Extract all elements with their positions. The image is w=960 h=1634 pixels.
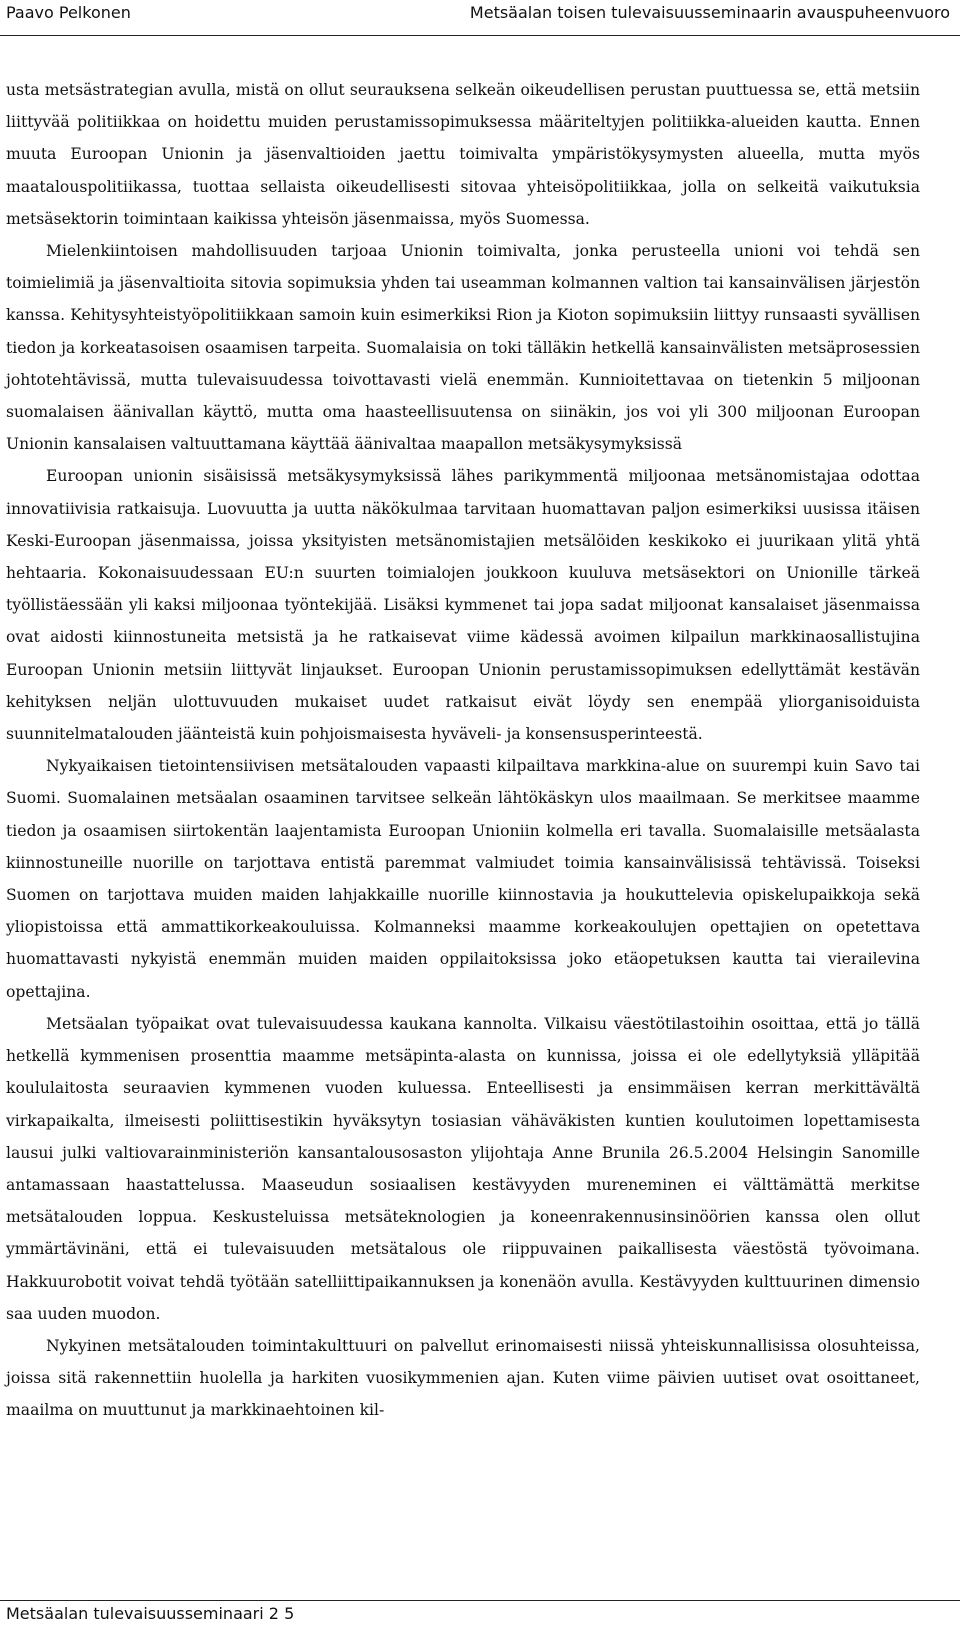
paragraph: Nykyaikaisen tietointensiivisen metsätalouden vapaasti kilpailtava markkina-alue on suurempi kuin Savo tai Suomi. Suomalainen metsäalan osaaminen tarvitsee selkeän lähtökäskyn ulos maailmaan. Se merkitsee maamme tiedon ja osaamisen siirtokentän laajentamista Euroopan Unioniin kolmella eri tavalla. Suomalaisille metsäalasta kiinnostuneille nuorille on tarjottava entistä paremmat valmiudet toimia kansainvälisissä tehtävissä. Toiseksi Suomen on tarjottava muiden maiden lahjakkaille nuorille kiinnostavia ja houkuttelevia opiskelupaikkoja sekä yliopistoissa että ammattikorkeakouluissa. Kolmanneksi maamme korkeakoulujen opettajien on opetettava huomattavasti nykyistä enemmän muiden maiden oppilaitoksissa joko etäopetuksen kautta tai vierailevina opettajina.	[6, 757, 920, 1001]
body-text	[6, 74, 920, 1427]
footer-publication: Metsäalan tulevaisuusseminaari 2	[6, 1604, 279, 1623]
footer-page-number: 5	[284, 1604, 295, 1623]
paragraph: Nykyinen metsätalouden toimintakulttuuri on palvellut erinomaisesti niissä yhteiskunnallisissa olosuhteissa, joissa sitä rakennettiin huolella ja harkiten vuosikymmenien ajan. Kuten viime päivien uutiset ovat osoittaneet, maailma on muuttunut ja markkinaehtoinen kil-	[6, 1336, 920, 1420]
header-title: Metsäalan toisen tulevaisuusseminaarin avauspuheenvuoro	[469, 3, 950, 22]
paragraph: Metsäalan työpaikat ovat tulevaisuudessa kaukana kannolta. Vilkaisu väestötilastoihin osoittaa, että jo tällä hetkellä kymmenisen prosenttia maamme metsäpinta-alasta on kunnissa, joissa ei ole edellytyksiä ylläpitää koululaitosta seuraavien kymmenen vuoden kuluessa. Enteellisesti ja ensimmäisen kerran merkittävältä virkapaikalta, ilmeisesti poliittisestikin hyväksytyn tosiasian vähäväkisten kuntien koulutoimen lopettamisesta lausui julki valtiovarainministeriön kansantalousosaston ylijohtaja Anne Brunila 26.5.2004 Helsingin Sanomille antamassaan haastattelussa. Maaseudun sosiaalisen kestävyyden mureneminen ei välttämättä merkitse metsätalouden loppua. Keskusteluissa metsäteknologien ja koneenrakennusinsinöörien kanssa olen ollut ymmärtävinäni, että ei tulevaisuuden metsätalous ole riippuvainen paikallisesta väestöstä työvoimana. Hakkuurobotit voivat tehdä työtään satelliittipaikannuksen ja konenäön avulla. Kestävyyden kulttuurinen dimensio saa uuden muodon.	[6, 1014, 920, 1323]
page-footer	[6, 1604, 294, 1623]
header-rule	[0, 35, 960, 36]
paragraph: usta metsästrategian avulla, mistä on ollut seurauksena selkeän oikeudellisen perustan puuttuessa se, että metsiin liittyvää politiikkaa on hoidettu muiden perustamissopimuksessa määriteltyjen politiikka-alueiden kautta. Ennen muuta Euroopan Unionin ja jäsenvaltioiden jaettu toimivalta ympäristökysymysten alueella, mutta myös maatalouspolitiikassa, tuottaa sellaista oikeudellisesti sitovaa yhteisöpolitiikkaa, jolla on selkeitä vaikutuksia metsäsektorin toimintaan kaikissa yhteisön jäsenmaissa, myös Suomessa.	[6, 81, 920, 228]
paragraph: Euroopan unionin sisäisissä metsäkysymyksissä lähes parikymmentä miljoonaa metsänomistajaa odottaa innovatiivisia ratkaisuja. Luovuutta ja uutta näkökulmaa tarvitaan huomattavan paljon esimerkiksi uusissa itäisen Keski-Euroopan jäsenmaissa, joissa yksityisten metsänomistajien metsälöiden keskikoko ei juurikaan ylitä yhtä hehtaaria. Kokonaisuudessaan EU:n suurten toimialojen joukkoon kuuluva metsäsektori on Unionille tärkeä työllistäessään yli kaksi miljoonaa työntekijää. Lisäksi kymmenet tai jopa sadat miljoonat kansalaiset jäsenmaissa ovat aidosti kiinnostuneita metsistä ja he ratkaisevat viime kädessä avoimen kilpailun markkinaosallistujina Euroopan Unionin metsiin liittyvät linjaukset. Euroopan Unionin perustamissopimuksen edellyttämät kestävän kehityksen neljän ulottuvuuden mukaiset uudet ratkaisut eivät löydy sen enempää yliorganisoiduista suunnitelmatalouden jäänteistä kuin pohjoismaisesta hyväveli- ja konsensusperinteestä.	[6, 467, 920, 744]
page-header	[0, 0, 960, 32]
paragraph: Mielenkiintoisen mahdollisuuden tarjoaa Unionin toimivalta, jonka perusteella unioni voi tehdä sen toimielimiä ja jäsenvaltioita sitovia sopimuksia yhden tai useamman kolmannen valtion tai kansainvälisen järjestön kanssa. Kehitysyhteistyöpolitiikkaan samoin kuin esimerkiksi Rion ja Kioton sopimuksiin liittyy runsaasti syvällisen tiedon ja korkeatasoisen osaamisen tarpeita. Suomalaisia on toki tälläkin hetkellä kansainvälisten metsäprosessien johtotehtävissä, mutta tulevaisuudessa toivottavasti vielä enemmän. Kunnioitettavaa on tietenkin 5 miljoonan suomalaisen äänivallan käyttö, mutta oma haasteellisuutensa on siinäkin, jos voi yli 300 miljoonan Euroopan Unionin kansalaisen valtuuttamana käyttää äänivaltaa maapallon metsäkysymyksissä	[6, 242, 920, 454]
footer-rule	[0, 1600, 960, 1601]
header-author: Paavo Pelkonen	[6, 3, 131, 22]
